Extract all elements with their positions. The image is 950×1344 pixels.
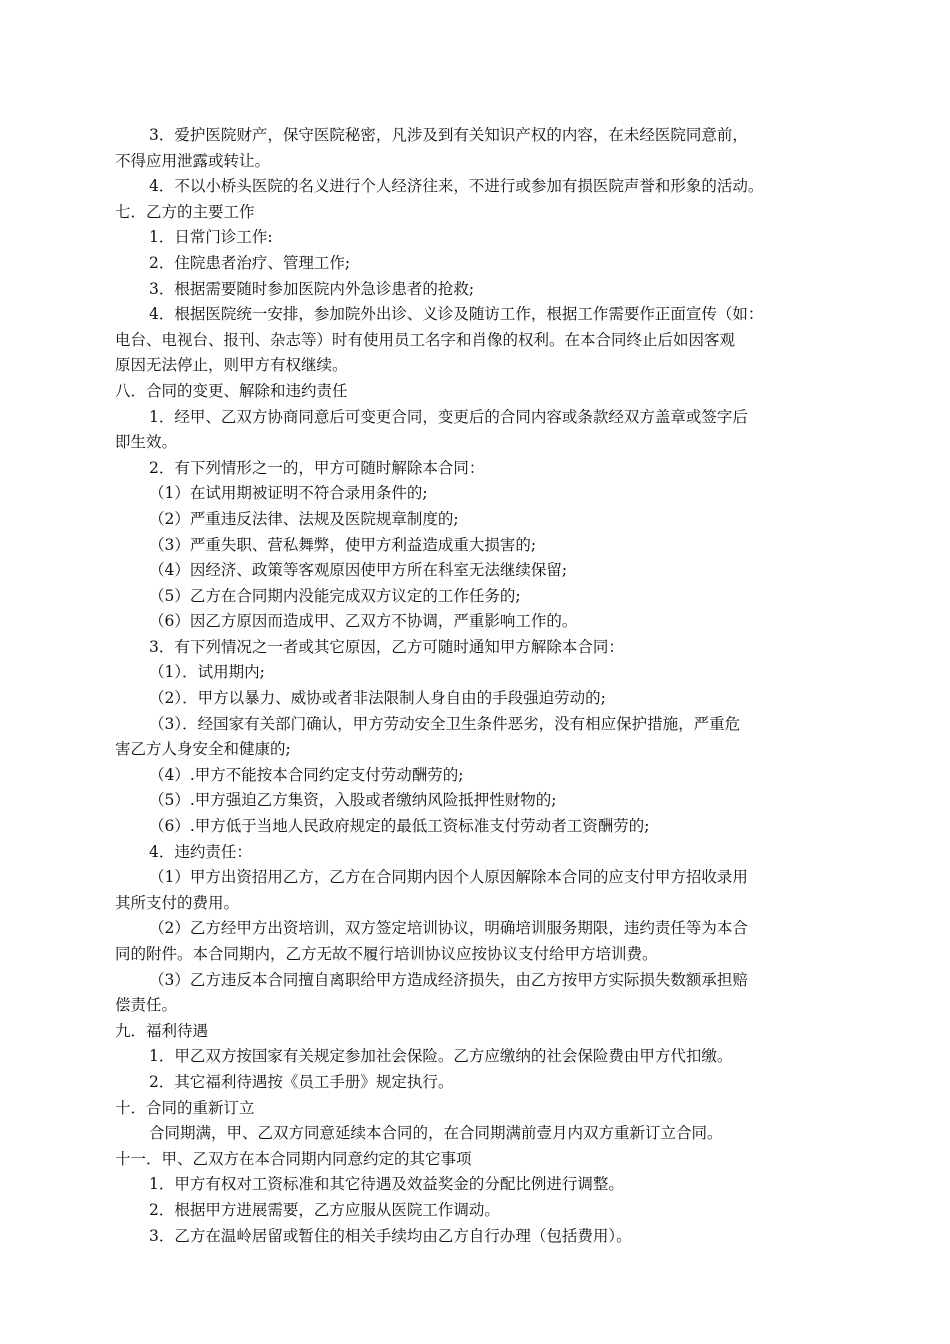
paragraph-line: （4）因经济、政策等客观原因使甲方所在科室无法继续保留; [149,561,568,580]
text-line: 同的附件。本合同期内，乙方无故不履行培训协议应按协议支付给甲方培训费。 [115,945,658,963]
paragraph-line: （2）乙方经甲方出资培训，双方签定培训协议，明确培训服务期限，违约责任等为本合 [149,919,748,938]
text-line: 害乙方人身安全和健康的; [115,740,291,759]
paragraph-line: 1．甲乙双方按国家有关规定参加社会保险。乙方应缴纳的社会保险费由甲方代扣缴。 [149,1047,733,1066]
paragraph-line: 4．根据医院统一安排，参加院外出诊、义诊及随访工作，根据工作需要作正面宣传（如： [149,305,764,324]
paragraph-line: （2）严重违反法律、法规及医院规章制度的; [149,509,459,528]
paragraph-line: （4）.甲方不能按本合同约定支付劳动酬劳的; [149,765,464,784]
paragraph-line: 2．根据甲方进展需要，乙方应服从医院工作调动。 [149,1200,500,1219]
text-line: 偿责任。 [115,996,178,1015]
text-line: 十．合同的重新订立 [115,1098,255,1117]
paragraph-line: 2．其它福利待遇按《员工手册》规定执行。 [149,1072,454,1091]
text-line: 电台、电视台、报刊、杂志等）时有使用员工名字和肖像的权利。在本合同终止后如因客观 [115,330,736,349]
contract-text-body [115,123,805,1249]
paragraph-line: 1．经甲、乙双方协商同意后可变更合同，变更后的合同内容或条款经双方盖章或签字后 [149,407,748,426]
paragraph-line: 合同期满，甲、乙双方同意延续本合同的，在合同期满前壹月内双方重新订立合同。 [149,1124,723,1143]
paragraph-line: （1）在试用期被证明不符合录用条件的; [149,484,428,503]
paragraph-line: （1）甲方出资招用乙方，乙方在合同期内因个人原因解除本合同的应支付甲方招收录用 [149,868,748,887]
paragraph-line: （3）．经国家有关部门确认，甲方劳动安全卫生条件恶劣，没有相应保护措施，严重危 [149,714,741,733]
text-line: 十一．甲、乙双方在本合同期内同意约定的其它事项 [115,1149,472,1168]
text-line: 原因无法停止，则甲方有权继续。 [115,356,348,375]
paragraph-line: 1．甲方有权对工资标准和其它待遇及效益奖金的分配比例进行调整。 [149,1175,624,1194]
paragraph-line: （1）．试用期内; [149,663,265,682]
paragraph-line: （2）．甲方以暴力、威协或者非法限制人身自由的手段强迫劳动的; [149,689,606,708]
paragraph-line: 3．乙方在温岭居留或暂住的相关手续均由乙方自行办理（包括费用）。 [149,1226,632,1245]
paragraph-line: 1．日常门诊工作: [149,228,273,247]
paragraph-line: 4．违约责任： [149,842,252,861]
paragraph-line: （6）.甲方低于当地人民政府规定的最低工资标准支付劳动者工资酬劳的; [149,817,650,836]
paragraph-line: 4．不以小桥头医院的名义进行个人经济往来，不进行或参加有损医院声誉和形象的活动。 [149,177,764,196]
paragraph-line: 3．爱护医院财产，保守医院秘密，凡涉及到有关知识产权的内容，在未经医院同意前， [149,126,748,144]
text-line: 八．合同的变更、解除和违约责任 [115,381,348,400]
paragraph-line: 3．有下列情况之一者或其它原因，乙方可随时通知甲方解除本合同： [149,637,624,656]
paragraph-line: （3）严重失职、营私舞弊，使甲方利益造成重大损害的; [149,535,537,554]
text-line: 九．福利待遇 [115,1021,209,1040]
paragraph-line: （6）因乙方原因而造成甲、乙双方不协调，严重影响工作的。 [149,612,578,631]
paragraph-line: 3．根据需要随时参加医院内外急诊患者的抢救; [149,279,475,298]
paragraph-line: （5）乙方在合同期内没能完成双方议定的工作任务的; [149,586,521,605]
text-line: 七．乙方的主要工作 [115,202,255,221]
paragraph-line: 2．有下列情形之一的，甲方可随时解除本合同： [149,458,485,477]
paragraph-line: （5）.甲方强迫乙方集资，入股或者缴纳风险抵押性财物的; [149,791,557,810]
paragraph-line: （3）乙方违反本合同擅自离职给甲方造成经济损失，由乙方按甲方实际损失数额承担赔 [149,970,748,989]
text-line: 即生效。 [115,433,178,452]
paragraph-line: 2．住院患者治疗、管理工作; [149,253,351,272]
text-line: 不得应用泄露或转让。 [115,151,271,170]
text-line: 其所支付的费用。 [115,893,240,912]
